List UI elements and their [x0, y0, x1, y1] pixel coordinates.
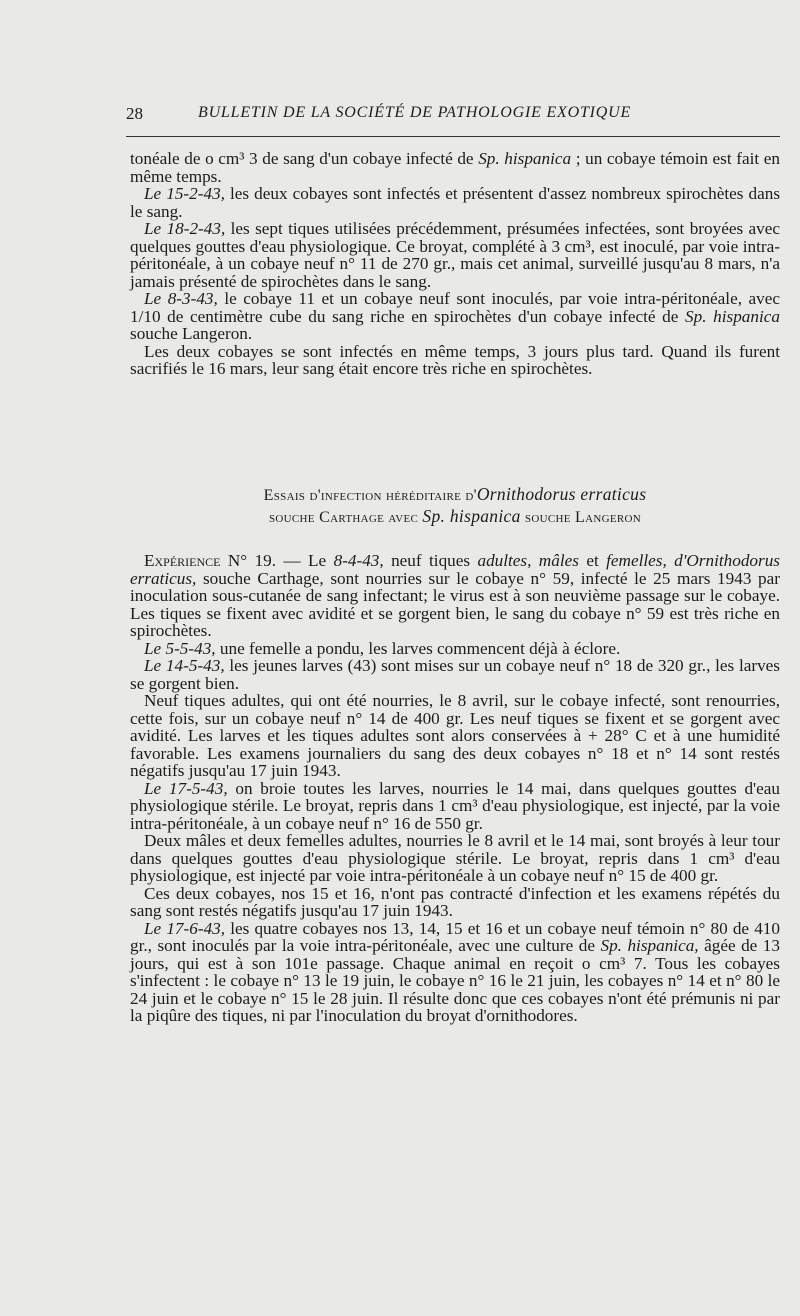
text-run: neuf tiques — [383, 551, 478, 570]
text-run: souche Carthage avec — [269, 509, 423, 526]
date: Le 14-5-43, — [144, 656, 225, 675]
species-name: Sp. hispanica — [478, 149, 572, 168]
paragraph — [130, 220, 780, 290]
section-heading — [130, 484, 780, 528]
text-run: Neuf tiques adultes, qui ont été nourries, le 8 avril, sur le cobaye infecté, sont renourries, cette fois, sur un cobaye neuf n° 14 de 400 gr. Les neuf tiques se fixent et se gorgent avec avidité. Les larves et les tiques adultes sont alors conservées à + 28° C et à une humidité favorable. Les examens journaliers du sang des deux cobayes n° 18 et n° 14 sont restés négatifs jusqu'au 17 juin 1943. — [130, 691, 780, 780]
text-run: les sept tiques utilisées précédemment, présumées infectées, sont broyées avec quelques gouttes d'eau physiologique. Ce broyat, complété à 3 cm³, est inoculé, par voie intra-péritonéale, à un cobaye neuf n° 11 de 270 gr., mais cet animal, surveillé jusqu'au 8 mars, n'a jamais présenté de spirochètes dans le sang. — [130, 219, 780, 291]
species-name: femelles, d'Ornithodorus erraticus, — [130, 551, 780, 588]
date: 8-4-43, — [333, 551, 384, 570]
section-heading-line — [130, 506, 780, 528]
text-run: les quatre cobayes nos 13, 14, 15 et 16 et un cobaye neuf témoin n° 80 de 410 gr., sont inoculés par la voie intra-péritonéale, avec une culture de — [130, 918, 780, 955]
paragraph — [130, 150, 780, 185]
species-name: Ornithodorus erraticus — [476, 484, 647, 504]
paragraph — [130, 657, 780, 692]
paragraph — [130, 552, 780, 640]
italic-text: adultes, mâles — [477, 551, 579, 570]
text-run: — Le — [276, 551, 334, 570]
date: Le 8-3-43, — [144, 289, 218, 308]
page-number: 28 — [126, 104, 143, 123]
paragraph — [130, 290, 780, 343]
text-run: ; un cobaye témoin est fait en même temps. — [130, 149, 780, 186]
text-block-experiment — [130, 552, 780, 1025]
paragraph — [130, 920, 780, 1025]
text-run: une femelle a pondu, les larves commencent déjà à éclore. — [215, 638, 621, 658]
paragraph — [130, 832, 780, 885]
paragraph — [130, 185, 780, 220]
paragraph — [130, 343, 780, 378]
text-run: tonéale de o cm³ 3 de sang d'un cobaye infecté de — [130, 149, 479, 168]
text-run: souche Langeron — [520, 509, 641, 526]
text-block-top — [130, 150, 780, 378]
paragraph — [130, 885, 780, 920]
experiment-label: Expérience N° 19. — [144, 551, 277, 570]
text-run: âgée de 13 jours, qui est à son 101e passage. Chaque animal en reçoit o cm³ 7. Tous les cobayes s'infectent : le cobaye n° 13 le 19 juin, le cobaye n° 16 le 21 juin, les cobayes n° 14 et n° 80 le 24 juin et le cobaye n° 15 le 28 juin. Il résulte donc que ces cobayes n'ont été prémunis ni par la piqûre des tiques, ni par l'inoculation du broyat d'ornithodores. — [130, 936, 780, 1025]
text-run: les deux cobayes sont infectés et présentent d'assez nombreux spirochètes dans le sang. — [130, 184, 781, 221]
species-name: Sp. hispanica, — [600, 936, 699, 955]
text-run: les jeunes larves (43) sont mises sur un cobaye neuf n° 18 de 320 gr., les larves se gorgent bien. — [130, 656, 780, 693]
text-run: Essais d'infection héréditaire d' — [263, 487, 477, 504]
date: Le 5-5-43, — [144, 638, 216, 658]
species-name: Sp. hispanica — [422, 506, 521, 526]
section-heading-line — [130, 484, 780, 506]
text-run: Deux mâles et deux femelles adultes, nourries le 8 avril et le 14 mai, sont broyés à leur tour dans quelques gouttes d'eau physiologique stérile. Le broyat, repris dans 1 cm³ d'eau physiologique, est injecté par voie intra-péritonéale à un cobaye neuf n° 15 de 400 gr. — [130, 831, 780, 885]
text-run: souche Carthage, sont nourries sur le cobaye n° 59, infecté le 25 mars 1943 par inoculation sous-cutanée de sang infectant; le virus est à son neuvième passage sur le cobaye. Les tiques se fixent avec avidité et se gorgent bien, le sang du cobaye n° 59 est très riche en spirochètes. — [130, 568, 780, 640]
text-run: le cobaye 11 et un cobaye neuf sont inoculés, par voie intra-péritonéale, avec 1/10 de centimètre cube du sang riche en spirochètes d'un cobaye infecté de — [130, 289, 780, 326]
running-title: BULLETIN DE LA SOCIÉTÉ DE PATHOLOGIE EXOTIQUE — [198, 104, 632, 121]
date: Le 17-6-43, — [144, 918, 226, 938]
text-run: Ces deux cobayes, nos 15 et 16, n'ont pas contracté d'infection et les examens répétés du sang sont restés négatifs jusqu'au 17 juin 1943. — [130, 883, 780, 920]
text-run: souche Langeron. — [130, 324, 253, 343]
date: Le 17-5-43, — [144, 778, 228, 798]
text-run: et — [578, 551, 607, 570]
species-name: Sp. hispanica — [685, 306, 780, 326]
text-run: on broie toutes les larves, nourries le 14 mai, dans quelques gouttes d'eau physiologique stérile. Le broyat, repris dans 1 cm³ d'eau physiologique, est injecté, par la voie intra-péritonéale, à un cobaye neuf n° 16 de 550 gr. — [130, 778, 780, 833]
page-header — [126, 104, 780, 137]
paragraph — [130, 692, 780, 780]
paragraph — [130, 780, 780, 833]
paragraph — [130, 640, 780, 658]
date: Le 15-2-43, — [144, 184, 225, 203]
text-run: Les deux cobayes se sont infectés en même temps, 3 jours plus tard. Quand ils furent sacrifiés le 16 mars, leur sang était encore très riche en spirochètes. — [130, 341, 780, 378]
date: Le 18-2-43, — [144, 219, 226, 238]
